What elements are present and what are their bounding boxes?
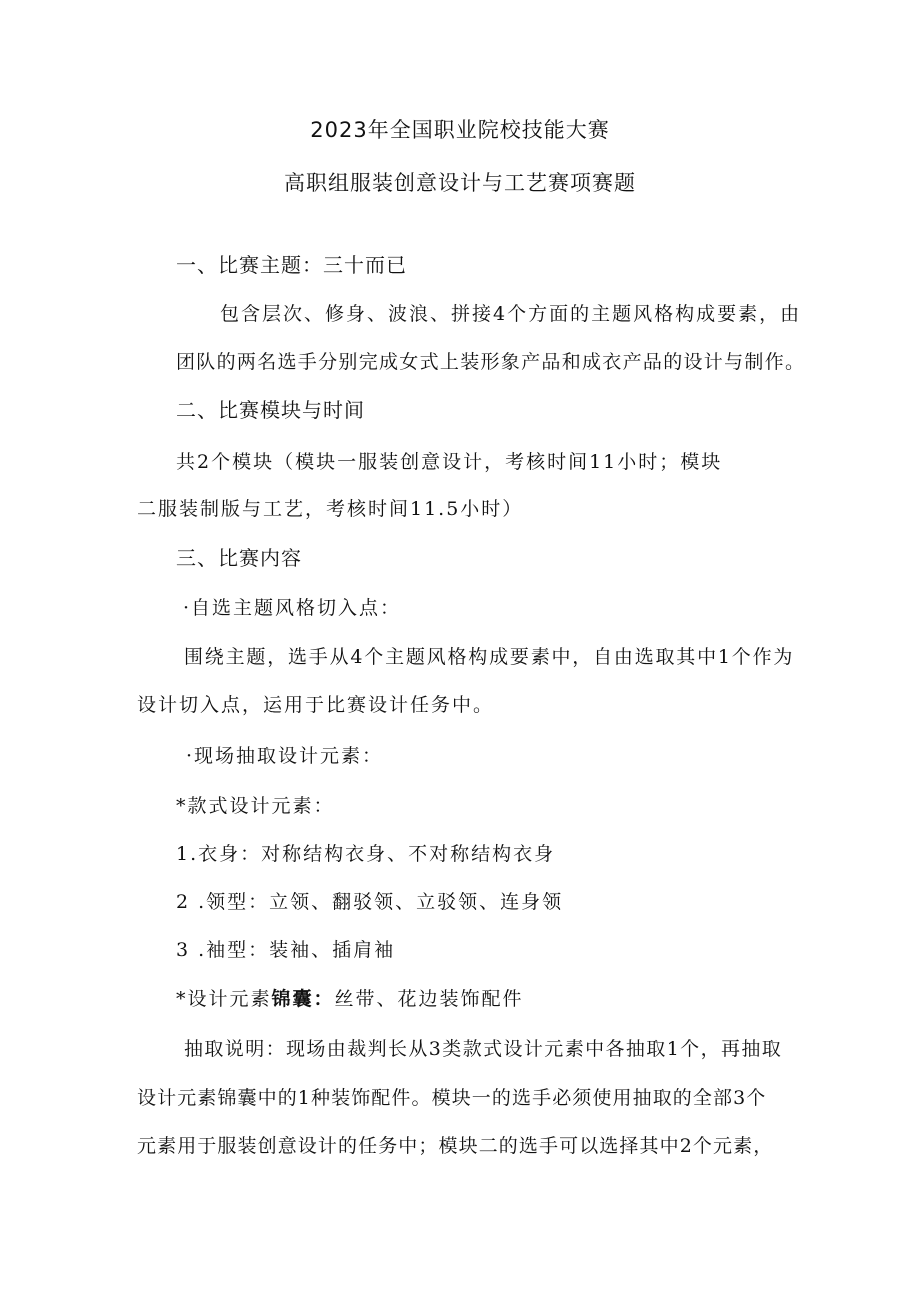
design-pouch-prefix: *设计元素 [176, 988, 272, 1010]
section1-paragraph-line2: 团队的两名选手分别完成女式上装形象产品和成衣产品的设计与制作。 [176, 351, 806, 373]
section3-heading: 三、比赛内容 [176, 546, 302, 570]
draw-instructions-line1: 抽取说明：现场由裁判长从3类款式设计元素中各抽取1个，再抽取 [184, 1038, 783, 1060]
style-element-item-sleeve: 3 .袖型：装袖、插肩袖 [176, 939, 396, 961]
draw-instructions-line2: 设计元素锦囊中的1种装饰配件。模块一的选手必须使用抽取的全部3个 [137, 1087, 767, 1109]
section3-bullet-theme-entry: ·自选主题风格切入点： [183, 597, 402, 619]
section2-heading: 二、比赛模块与时间 [176, 398, 365, 422]
section1-heading: 一、比赛主题：三十而已 [176, 253, 407, 277]
section1-paragraph-line1: 包含层次、修身、波浪、拼接4个方面的主题风格构成要素，由 [220, 303, 802, 325]
document-title-line2: 高职组服装创意设计与工艺赛项赛题 [284, 171, 636, 195]
design-pouch-items: 丝带、花边装饰配件 [334, 988, 524, 1010]
section2-paragraph-line2: 二服装制版与工艺，考核时间11.5小时） [137, 498, 524, 520]
draw-instructions-line3: 元素用于服装创意设计的任务中；模块二的选手可以选择其中2个元素， [137, 1135, 774, 1157]
style-element-item-body: 1.衣身：对称结构衣身、不对称结构衣身 [176, 843, 556, 865]
design-pouch-line [176, 987, 524, 1011]
style-element-item-collar: 2 .领型：立领、翻驳领、立驳领、连身领 [176, 891, 564, 913]
section3-bullet-onsite-draw: ·现场抽取设计元素： [186, 745, 384, 767]
section3-theme-paragraph-line2: 设计切入点，运用于比赛设计任务中。 [137, 694, 495, 716]
document-title-line1: 2023年全国职业院校技能大赛 [310, 118, 610, 142]
style-elements-label: *款式设计元素： [176, 795, 335, 817]
section3-theme-paragraph-line1: 围绕主题，选手从4个主题风格构成要素中，自由选取其中1个作为 [184, 646, 795, 668]
design-pouch-bold: 锦囊： [271, 988, 335, 1010]
section2-paragraph-line1: 共2个模块（模块一服装创意设计，考核时间11小时；模块 [176, 451, 723, 473]
